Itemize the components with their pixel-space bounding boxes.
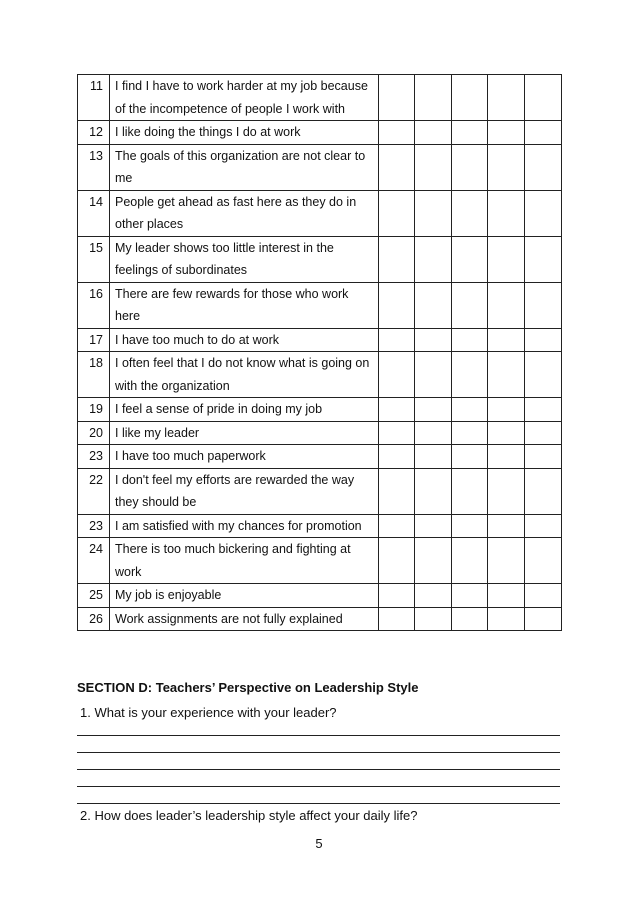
- item-statement: People get ahead as fast here as they do in other places: [110, 190, 379, 236]
- table-row: [78, 514, 562, 538]
- answer-line[interactable]: [77, 752, 560, 753]
- rating-cell[interactable]: [452, 468, 488, 514]
- rating-cell[interactable]: [488, 190, 525, 236]
- rating-cell[interactable]: [379, 398, 415, 422]
- rating-cell[interactable]: [488, 584, 525, 608]
- item-statement: I find I have to work harder at my job because of the incompetence of people I work with: [110, 75, 379, 121]
- item-statement: My leader shows too little interest in the feelings of subordinates: [110, 236, 379, 282]
- rating-cell[interactable]: [452, 352, 488, 398]
- rating-cell[interactable]: [452, 607, 488, 631]
- table-row: [78, 236, 562, 282]
- item-statement: I have too much paperwork: [110, 445, 379, 469]
- rating-cell[interactable]: [488, 328, 525, 352]
- rating-cell[interactable]: [488, 398, 525, 422]
- item-number: 22: [78, 468, 110, 514]
- rating-cell[interactable]: [525, 236, 562, 282]
- rating-cell[interactable]: [379, 190, 415, 236]
- rating-cell[interactable]: [415, 121, 452, 145]
- rating-cell[interactable]: [415, 584, 452, 608]
- rating-cell[interactable]: [488, 352, 525, 398]
- rating-cell[interactable]: [379, 468, 415, 514]
- table-row: [78, 190, 562, 236]
- rating-cell[interactable]: [488, 144, 525, 190]
- rating-cell[interactable]: [452, 328, 488, 352]
- item-statement: I am satisfied with my chances for promotion: [110, 514, 379, 538]
- rating-cell[interactable]: [415, 144, 452, 190]
- rating-cell[interactable]: [452, 190, 488, 236]
- rating-cell[interactable]: [415, 468, 452, 514]
- rating-cell[interactable]: [488, 282, 525, 328]
- rating-cell[interactable]: [415, 538, 452, 584]
- rating-cell[interactable]: [379, 538, 415, 584]
- item-statement: My job is enjoyable: [110, 584, 379, 608]
- rating-cell[interactable]: [379, 328, 415, 352]
- item-number: 18: [78, 352, 110, 398]
- item-number: 24: [78, 538, 110, 584]
- rating-cell[interactable]: [525, 328, 562, 352]
- rating-cell[interactable]: [415, 607, 452, 631]
- answer-line[interactable]: [77, 769, 560, 770]
- page-number: 5: [315, 836, 323, 851]
- rating-cell[interactable]: [525, 121, 562, 145]
- rating-cell[interactable]: [379, 282, 415, 328]
- rating-cell[interactable]: [379, 584, 415, 608]
- rating-cell[interactable]: [525, 468, 562, 514]
- rating-cell[interactable]: [379, 144, 415, 190]
- item-number: 25: [78, 584, 110, 608]
- rating-cell[interactable]: [452, 584, 488, 608]
- rating-cell[interactable]: [415, 514, 452, 538]
- rating-cell[interactable]: [415, 352, 452, 398]
- table-row: [78, 607, 562, 631]
- rating-cell[interactable]: [415, 398, 452, 422]
- rating-cell[interactable]: [488, 121, 525, 145]
- rating-cell[interactable]: [452, 144, 488, 190]
- rating-cell[interactable]: [525, 538, 562, 584]
- rating-cell[interactable]: [379, 236, 415, 282]
- rating-cell[interactable]: [379, 421, 415, 445]
- rating-cell[interactable]: [525, 584, 562, 608]
- rating-cell[interactable]: [379, 75, 415, 121]
- item-statement: I don't feel my efforts are rewarded the way they should be: [110, 468, 379, 514]
- item-statement: I feel a sense of pride in doing my job: [110, 398, 379, 422]
- rating-cell[interactable]: [452, 398, 488, 422]
- table-row: [78, 144, 562, 190]
- item-statement: Work assignments are not fully explained: [110, 607, 379, 631]
- rating-cell[interactable]: [488, 468, 525, 514]
- rating-cell[interactable]: [488, 236, 525, 282]
- rating-cell[interactable]: [488, 75, 525, 121]
- table-row: [78, 421, 562, 445]
- item-number: 13: [78, 144, 110, 190]
- survey-table: [77, 74, 562, 631]
- rating-cell[interactable]: [379, 352, 415, 398]
- rating-cell[interactable]: [452, 75, 488, 121]
- rating-cell[interactable]: [379, 514, 415, 538]
- rating-cell[interactable]: [525, 445, 562, 469]
- rating-cell[interactable]: [525, 144, 562, 190]
- rating-cell[interactable]: [452, 282, 488, 328]
- item-statement: I often feel that I do not know what is going on with the organization: [110, 352, 379, 398]
- rating-cell[interactable]: [415, 190, 452, 236]
- item-number: 11: [78, 75, 110, 121]
- answer-line[interactable]: [77, 786, 560, 787]
- item-number: 14: [78, 190, 110, 236]
- table-row: [78, 75, 562, 121]
- rating-cell[interactable]: [415, 75, 452, 121]
- rating-cell[interactable]: [379, 607, 415, 631]
- table-row: [78, 328, 562, 352]
- rating-cell[interactable]: [525, 190, 562, 236]
- answer-line[interactable]: [77, 735, 560, 736]
- rating-cell[interactable]: [488, 421, 525, 445]
- item-statement: I like my leader: [110, 421, 379, 445]
- item-number: 23: [78, 445, 110, 469]
- table-row: [78, 352, 562, 398]
- rating-cell[interactable]: [415, 282, 452, 328]
- table-row: [78, 584, 562, 608]
- item-number: 12: [78, 121, 110, 145]
- rating-cell[interactable]: [415, 236, 452, 282]
- table-row: [78, 398, 562, 422]
- rating-cell[interactable]: [415, 445, 452, 469]
- rating-cell[interactable]: [525, 607, 562, 631]
- rating-cell[interactable]: [415, 421, 452, 445]
- rating-cell[interactable]: [525, 75, 562, 121]
- question-2: 2. How does leader’s leadership style affect your daily life?: [80, 808, 418, 823]
- rating-cell[interactable]: [452, 445, 488, 469]
- item-number: 26: [78, 607, 110, 631]
- section-d-title: SECTION D: Teachers’ Perspective on Leadership Style: [77, 680, 419, 695]
- item-statement: The goals of this organization are not clear to me: [110, 144, 379, 190]
- rating-cell[interactable]: [525, 352, 562, 398]
- rating-cell[interactable]: [488, 514, 525, 538]
- rating-cell[interactable]: [452, 514, 488, 538]
- rating-cell[interactable]: [488, 607, 525, 631]
- item-number: 19: [78, 398, 110, 422]
- item-statement: There is too much bickering and fighting at work: [110, 538, 379, 584]
- item-number: 23: [78, 514, 110, 538]
- rating-cell[interactable]: [525, 398, 562, 422]
- item-number: 16: [78, 282, 110, 328]
- rating-cell[interactable]: [379, 121, 415, 145]
- rating-cell[interactable]: [525, 514, 562, 538]
- rating-cell[interactable]: [379, 445, 415, 469]
- rating-cell[interactable]: [415, 328, 452, 352]
- item-number: 20: [78, 421, 110, 445]
- table-row: [78, 282, 562, 328]
- item-statement: I have too much to do at work: [110, 328, 379, 352]
- rating-cell[interactable]: [452, 121, 488, 145]
- item-statement: There are few rewards for those who work here: [110, 282, 379, 328]
- rating-cell[interactable]: [525, 282, 562, 328]
- rating-cell[interactable]: [452, 538, 488, 584]
- item-number: 15: [78, 236, 110, 282]
- rating-cell[interactable]: [488, 538, 525, 584]
- answer-line[interactable]: [77, 803, 560, 804]
- table-row: [78, 121, 562, 145]
- rating-cell[interactable]: [452, 236, 488, 282]
- table-row: [78, 538, 562, 584]
- table-row: [78, 445, 562, 469]
- item-number: 17: [78, 328, 110, 352]
- rating-cell[interactable]: [452, 421, 488, 445]
- table-row: [78, 468, 562, 514]
- question-1: 1. What is your experience with your leader?: [80, 705, 337, 720]
- rating-cell[interactable]: [525, 421, 562, 445]
- item-statement: I like doing the things I do at work: [110, 121, 379, 145]
- rating-cell[interactable]: [488, 445, 525, 469]
